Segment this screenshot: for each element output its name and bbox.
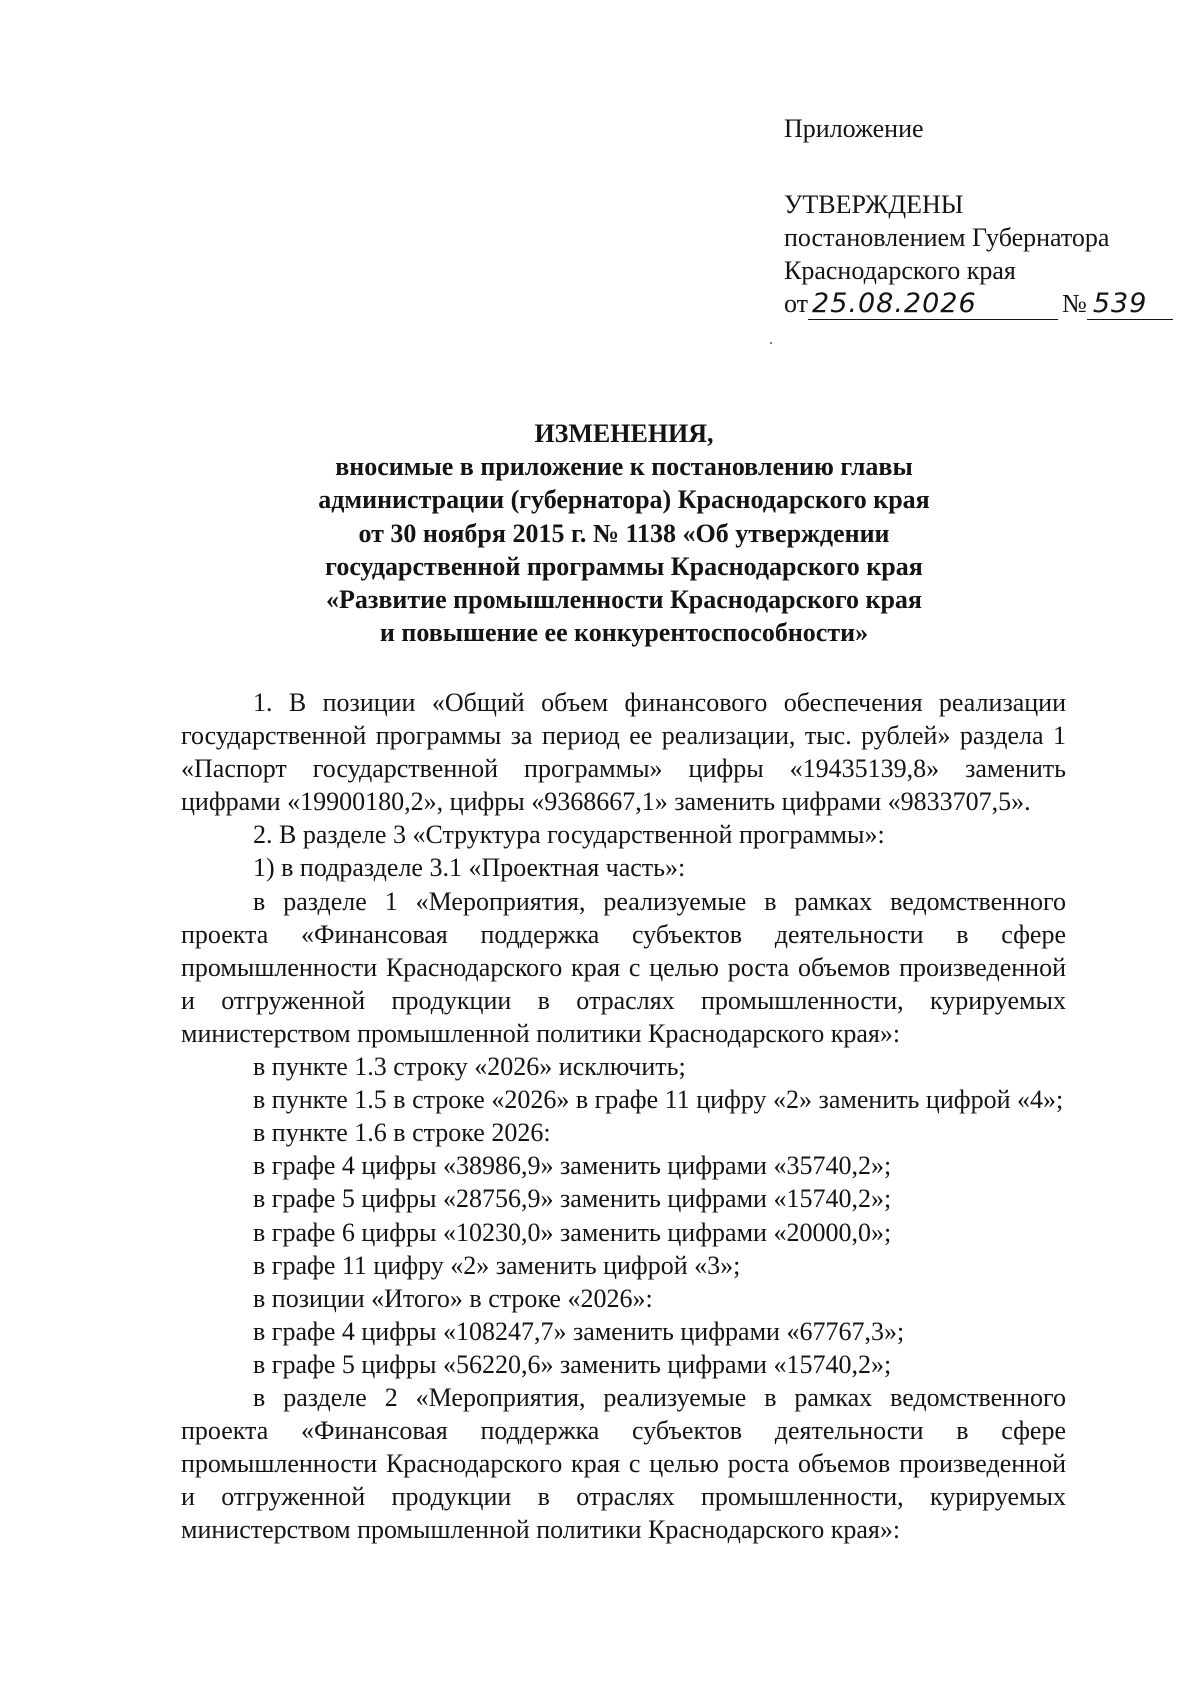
approval-block [784, 112, 1173, 320]
approval-number: 539 [1092, 288, 1148, 319]
approved-by-line: постановлением Губернатора [784, 223, 1110, 252]
document-heading [180, 417, 1068, 649]
heading-line: вносимые в приложение к постановлению главы [335, 452, 913, 482]
approval-number-field [1087, 289, 1173, 320]
heading-title: ИЗМЕНЕНИЯ, [534, 419, 714, 448]
heading-line: администрации (губернатора) Краснодарского края [318, 485, 930, 515]
document-body [181, 686, 1066, 1546]
paragraph: в пункте 1.5 в строке «2026» в графе 11 цифру «2» заменить цифрой «4»; [253, 1085, 1064, 1115]
paragraph: в графе 5 цифры «56220,6» заменить цифрами «15740,2»; [253, 1349, 892, 1379]
date-number-line [784, 287, 1173, 320]
paragraph: в пункте 1.3 строку «2026» исключить; [253, 1052, 686, 1082]
paragraph: 1. В позиции «Общий объем финансового обеспечения реализации государственной программы за период ее реализации, тыс. рублей» раздела 1 «Паспорт государственной программы» цифры «19435139,8» заменить цифрами «19900180,2», цифры «9368667,1» заменить цифрами «9833707,5». [181, 688, 1066, 817]
paragraph: в разделе 1 «Мероприятия, реализуемые в рамках ведомственного проекта «Финансовая поддержка субъектов деятельности в сфере промышленности Краснодарского края с целью роста объемов произведенной и отгруженной продукции в отраслях промышленности, курируемых министерством промышленной политики Краснодарского края»: [181, 886, 1066, 1048]
heading-line: государственной программы Краснодарского края [325, 551, 923, 581]
paragraph: в графе 4 цифры «108247,7» заменить цифрами «67767,3»; [253, 1316, 905, 1346]
paragraph: в позиции «Итого» в строке «2026»: [253, 1283, 653, 1313]
approval-date: 25.08.2026 [812, 288, 977, 319]
number-sign: № [1062, 289, 1087, 318]
date-prefix: от [784, 289, 809, 318]
approval-date-field [808, 289, 1058, 320]
paragraph: 2. В разделе 3 «Структура государственной программы»: [253, 820, 885, 850]
paragraph: в разделе 2 «Мероприятия, реализуемые в рамках ведомственного проекта «Финансовая поддержка субъектов деятельности в сфере промышленности Краснодарского края с целью роста объемов произведенной и отгруженной продукции в отраслях промышленности, курируемых министерством промышленной политики Краснодарского края»: [181, 1382, 1066, 1545]
scan-speck [770, 342, 772, 344]
heading-line: от 30 ноября 2015 г. № 1138 «Об утверждении [358, 518, 890, 548]
paragraph: в графе 6 цифры «10230,0» заменить цифрами «20000,0»; [253, 1217, 892, 1247]
approved-label: УТВЕРЖДЕНЫ [784, 190, 964, 219]
paragraph: в графе 11 цифру «2» заменить цифрой «3»; [253, 1250, 741, 1280]
heading-line: и повышение ее конкурентоспособности» [379, 618, 869, 648]
paragraph: в графе 5 цифры «28756,9» заменить цифрами «15740,2»; [253, 1184, 892, 1214]
approved-region-line: Краснодарского края [784, 256, 1016, 285]
paragraph: в пункте 1.6 в строке 2026: [253, 1118, 551, 1148]
appendix-label: Приложение [784, 114, 924, 143]
paragraph: 1) в подразделе 3.1 «Проектная часть»: [253, 853, 686, 883]
paragraph: в графе 4 цифры «38986,9» заменить цифрами «35740,2»; [253, 1151, 892, 1181]
heading-line: «Развитие промышленности Краснодарского края [326, 585, 922, 615]
